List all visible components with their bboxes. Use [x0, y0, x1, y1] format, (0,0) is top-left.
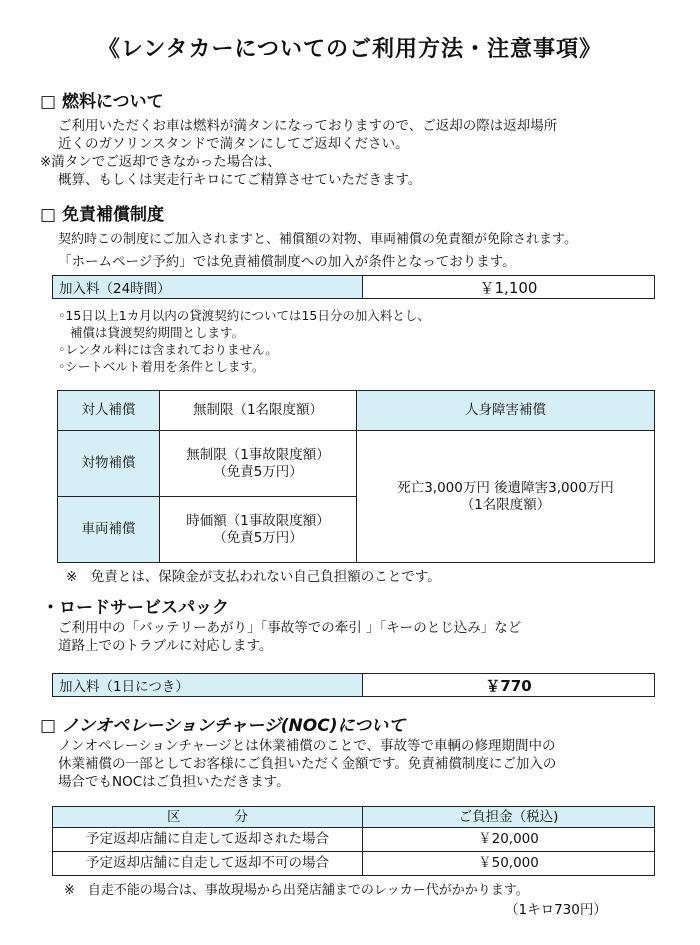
- insurance-fee-label: 加入料（24時間）: [53, 276, 363, 298]
- noc-footnote: ※ 自走不能の場合は、事故現場から出発店舗までのレッカー代がかかります。: [64, 883, 529, 898]
- insurance-bullet3: ◦シートベルト着用を条件とします。: [58, 359, 265, 374]
- coverage-header-injury: 人身障害補償: [357, 391, 655, 431]
- coverage-value-property-a: 無制限（1事故限度額）: [186, 446, 330, 463]
- insurance-bullet1b: 補償は貸渡契約期間とします。: [70, 325, 245, 340]
- insurance-fee-value: ￥1,100: [479, 278, 538, 297]
- road-service-fee-label: 加入料（1日につき）: [53, 674, 363, 696]
- coverage-label-personal: 対人補償: [58, 391, 160, 431]
- fuel-text-line2: 近くのガソリンスタンドで満タンにしてご返却ください。: [58, 136, 409, 152]
- road-service-heading: ・ロードサービスパック: [42, 598, 229, 618]
- insurance-text-line2: 「ホームページ予約」では免責補償制度への加入が条件となっております。: [58, 254, 516, 270]
- noc-text-line2: 休業補償の一部としてお客様にご負担いただく金額です。免責補償制度にご加入の: [58, 756, 557, 772]
- coverage-value-vehicle-a: 時価額（1事故限度額）: [186, 512, 330, 529]
- insurance-text-line1: 契約時この制度にご加入されますと、補償額の対物、車両補償の免責額が免除されます。: [58, 232, 577, 247]
- coverage-value-personal: 無制限（1名限度額）: [160, 391, 357, 431]
- coverage-injury-a: 死亡3,000万円 後遺障害3,000万円: [397, 479, 614, 496]
- noc-row-value: ￥50,000: [363, 852, 655, 876]
- road-service-fee-box: [52, 673, 655, 697]
- road-service-text-line1: ご利用中の「バッテリーあがり」「事故等での牽引 」「キーのとじ込み」など: [58, 620, 522, 636]
- coverage-injury-b: （1名限度額）: [460, 496, 551, 513]
- insurance-fee-box: [52, 275, 655, 299]
- noc-row-value: ￥20,000: [363, 828, 655, 852]
- insurance-bullet1a: ◦15日以上1カ月以内の貸渡契約については15日分の加入料とし、: [58, 308, 430, 323]
- fuel-note-line2: 概算、もしくは実走行キロにてご精算させていただきます。: [58, 172, 422, 188]
- fuel-note-line1: ※満タンでご返却できなかった場合は、: [40, 154, 281, 170]
- road-service-text-line2: 道路上でのトラブルに対応します。: [58, 638, 273, 654]
- coverage-value-property: [160, 431, 357, 497]
- noc-col-amount: ご負担金（税込): [363, 807, 655, 828]
- noc-text-line3: 場合でもNOCはご負担いただきます。: [58, 774, 290, 790]
- coverage-value-vehicle: [160, 497, 357, 563]
- noc-text-line1: ノンオペレーションチャージとは休業補償のことで、事故等で車輌の修理期間中の: [58, 738, 556, 754]
- coverage-label-property: 対物補償: [58, 431, 160, 497]
- fuel-heading: □ 燃料について: [40, 92, 164, 112]
- road-service-fee-value: ￥770: [485, 676, 532, 695]
- coverage-value-injury: [357, 431, 655, 563]
- insurance-bullet2: ◦レンタル料には含まれておりません。: [58, 342, 278, 357]
- noc-row-label: 予定返却店舗に自走して返却不可の場合: [53, 852, 363, 876]
- coverage-value-vehicle-b: （免責5万円）: [213, 529, 303, 546]
- noc-row-label: 予定返却店舗に自走して返却された場合: [53, 828, 363, 852]
- page-title: 《レンタカーについてのご利用方法・注意事項》: [97, 37, 603, 62]
- insurance-footnote: ※ 免責とは、保険金が支払われない自己負担額のことです。: [66, 569, 441, 585]
- noc-col-category: 区 分: [53, 807, 363, 828]
- insurance-heading: □ 免責補償制度: [40, 205, 164, 225]
- coverage-value-property-b: （免責5万円）: [213, 463, 303, 480]
- noc-footnote-rate: （1キロ730円）: [505, 902, 607, 918]
- noc-heading: □ ノンオペレーションチャージ(NOC)について: [40, 716, 406, 736]
- coverage-label-vehicle: 車両補償: [58, 497, 160, 563]
- noc-table: [52, 806, 655, 876]
- fuel-text-line1: ご利用いただくお車は燃料が満タンになっておりますので、ご返却の際は返却場所: [58, 118, 558, 134]
- coverage-table: [57, 390, 655, 563]
